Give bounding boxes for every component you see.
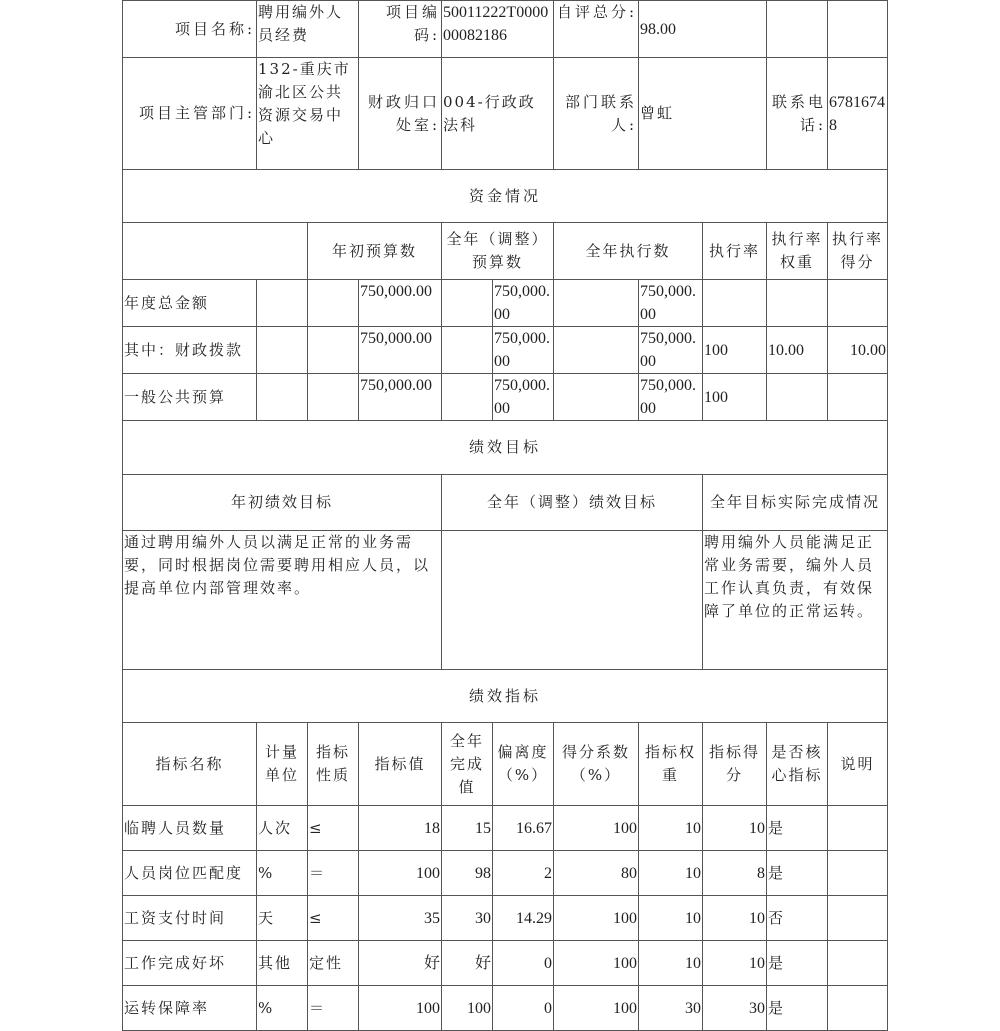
indicator-score: 8 [703, 851, 767, 896]
dept-label: 项目主管部门: [123, 58, 257, 170]
contact: 曾虹 [639, 58, 767, 170]
indicator-unit: 其他 [257, 941, 308, 986]
indicator-note [828, 986, 888, 1031]
indicators-title: 绩效指标 [123, 670, 888, 723]
funds-adjusted: 750,000.00 [493, 327, 554, 374]
empty-cell [308, 327, 359, 374]
goals-column-header [123, 475, 888, 531]
indicator-deviation: 16.67 [493, 806, 554, 851]
indicator-actual: 15 [442, 806, 493, 851]
funds-weight [767, 374, 828, 421]
funds-executed: 750,000.00 [639, 280, 703, 327]
col-core: 是否核心指标 [767, 723, 828, 806]
project-name-label: 项目名称: [123, 1, 257, 58]
indicator-row [123, 896, 888, 941]
funds-row-name: 其中：财政拨款 [123, 327, 257, 374]
empty-cell [442, 374, 493, 421]
col-score: 指标得分 [703, 723, 767, 806]
indicator-name: 工资支付时间 [123, 896, 257, 941]
indicator-row [123, 851, 888, 896]
indicator-actual: 好 [442, 941, 493, 986]
col-adjusted-budget: 全年（调整）预算数 [442, 223, 554, 280]
funds-executed: 750,000.00 [639, 327, 703, 374]
indicator-unit: 人次 [257, 806, 308, 851]
indicator-target: 100 [359, 986, 442, 1031]
indicator-note [828, 896, 888, 941]
col-initial-budget: 年初预算数 [308, 223, 442, 280]
initial-goal-text: 通过聘用编外人员以满足正常的业务需要，同时根据岗位需要聘用相应人员，以提高单位内部管理效率。 [123, 531, 442, 670]
indicator-target: 35 [359, 896, 442, 941]
indicator-weight: 10 [639, 806, 703, 851]
empty-cell [308, 280, 359, 327]
funds-row [123, 280, 888, 327]
goals-section-header [123, 421, 888, 475]
col-nature: 指标性质 [308, 723, 359, 806]
indicator-core: 是 [767, 986, 828, 1031]
phone: 67816748 [828, 58, 888, 170]
info-row-2 [123, 58, 888, 170]
empty-cell [257, 374, 308, 421]
col-initial-goal: 年初绩效目标 [123, 475, 442, 531]
goals-title: 绩效目标 [123, 421, 888, 475]
adjusted-goal-text [442, 531, 703, 670]
funds-row [123, 327, 888, 374]
funds-adjusted: 750,000.00 [493, 374, 554, 421]
indicator-core: 是 [767, 851, 828, 896]
indicator-note [828, 806, 888, 851]
indicator-nature: ≤ [308, 806, 359, 851]
col-exec-rate: 执行率 [703, 223, 767, 280]
indicator-score: 10 [703, 806, 767, 851]
indicator-weight: 10 [639, 851, 703, 896]
indicator-deviation: 14.29 [493, 896, 554, 941]
info-row-1 [123, 1, 888, 58]
funds-score [828, 374, 888, 421]
indicator-deviation: 2 [493, 851, 554, 896]
indicator-row [123, 986, 888, 1031]
indicator-actual: 30 [442, 896, 493, 941]
col-note: 说明 [828, 723, 888, 806]
indicator-coef: 100 [554, 896, 639, 941]
col-adjusted-goal: 全年（调整）绩效目标 [442, 475, 703, 531]
indicator-actual: 100 [442, 986, 493, 1031]
empty-cell [767, 1, 828, 58]
empty-cell [257, 327, 308, 374]
funds-row [123, 374, 888, 421]
indicator-row [123, 806, 888, 851]
indicator-unit: % [257, 851, 308, 896]
indicator-unit: % [257, 986, 308, 1031]
indicator-nature: ≤ [308, 896, 359, 941]
contact-label: 部门联系人: [554, 58, 639, 170]
empty-cell [308, 374, 359, 421]
funds-column-header [123, 223, 888, 280]
funds-score [828, 280, 888, 327]
funds-adjusted: 750,000.00 [493, 280, 554, 327]
col-deviation: 偏离度（%） [493, 723, 554, 806]
indicator-score: 10 [703, 896, 767, 941]
funds-rate: 100 [703, 374, 767, 421]
empty-cell [554, 280, 639, 327]
funds-initial: 750,000.00 [359, 327, 442, 374]
indicator-name: 人员岗位匹配度 [123, 851, 257, 896]
empty-cell [828, 1, 888, 58]
actual-completion-text: 聘用编外人员能满足正常业务需要，编外人员工作认真负责，有效保障了单位的正常运转。 [703, 531, 888, 670]
indicator-core: 是 [767, 806, 828, 851]
empty-cell [442, 327, 493, 374]
project-code-label: 项目编码: [359, 1, 442, 58]
col-exec-weight: 执行率权重 [767, 223, 828, 280]
col-coef: 得分系数（%） [554, 723, 639, 806]
empty-cell [257, 280, 308, 327]
indicator-weight: 10 [639, 941, 703, 986]
self-score: 98.00 [639, 1, 767, 58]
indicator-note [828, 941, 888, 986]
empty-cell [442, 280, 493, 327]
phone-label: 联系电话: [767, 58, 828, 170]
col-exec-score: 执行率得分 [828, 223, 888, 280]
indicator-deviation: 0 [493, 986, 554, 1031]
funds-score: 10.00 [828, 327, 888, 374]
indicator-target: 好 [359, 941, 442, 986]
col-actual-completion: 全年目标实际完成情况 [703, 475, 888, 531]
col-target: 指标值 [359, 723, 442, 806]
indicator-score: 30 [703, 986, 767, 1031]
indicators-section-header [123, 670, 888, 723]
indicator-actual: 98 [442, 851, 493, 896]
funds-rate: 100 [703, 327, 767, 374]
indicator-row [123, 941, 888, 986]
indicator-weight: 10 [639, 896, 703, 941]
indicator-nature: ＝ [308, 986, 359, 1031]
funds-row-name: 年度总金额 [123, 280, 257, 327]
indicator-core: 否 [767, 896, 828, 941]
funds-row-name: 一般公共预算 [123, 374, 257, 421]
goals-content-row [123, 531, 888, 670]
indicator-name: 运转保障率 [123, 986, 257, 1031]
indicator-nature: 定性 [308, 941, 359, 986]
indicator-note [828, 851, 888, 896]
indicator-coef: 80 [554, 851, 639, 896]
col-actual: 全年完成值 [442, 723, 493, 806]
funds-initial: 750,000.00 [359, 280, 442, 327]
empty-cell [554, 374, 639, 421]
funds-section-header [123, 170, 888, 223]
finance-office: 004-行政政法科 [442, 58, 554, 170]
indicator-target: 100 [359, 851, 442, 896]
project-name: 聘用编外人员经费 [257, 1, 359, 58]
self-score-label: 自评总分: [554, 1, 639, 58]
funds-executed: 750,000.00 [639, 374, 703, 421]
indicator-name: 临聘人员数量 [123, 806, 257, 851]
indicators-column-header [123, 723, 888, 806]
indicator-name: 工作完成好坏 [123, 941, 257, 986]
project-code: 50011222T000000082186 [442, 1, 554, 58]
finance-office-label: 财政归口处室: [359, 58, 442, 170]
dept: 132-重庆市渝北区公共资源交易中心 [257, 58, 359, 170]
col-executed: 全年执行数 [554, 223, 703, 280]
indicator-coef: 100 [554, 941, 639, 986]
funds-title: 资金情况 [123, 170, 888, 223]
col-indicator-name: 指标名称 [123, 723, 257, 806]
performance-evaluation-table [122, 0, 888, 1031]
funds-weight [767, 280, 828, 327]
indicator-deviation: 0 [493, 941, 554, 986]
indicator-weight: 30 [639, 986, 703, 1031]
funds-weight: 10.00 [767, 327, 828, 374]
funds-rate [703, 280, 767, 327]
col-weight: 指标权重 [639, 723, 703, 806]
indicator-core: 是 [767, 941, 828, 986]
empty-cell [123, 223, 308, 280]
funds-initial: 750,000.00 [359, 374, 442, 421]
indicator-coef: 100 [554, 806, 639, 851]
indicator-target: 18 [359, 806, 442, 851]
indicator-coef: 100 [554, 986, 639, 1031]
indicator-nature: ＝ [308, 851, 359, 896]
indicator-unit: 天 [257, 896, 308, 941]
empty-cell [554, 327, 639, 374]
col-unit: 计量单位 [257, 723, 308, 806]
indicator-score: 10 [703, 941, 767, 986]
